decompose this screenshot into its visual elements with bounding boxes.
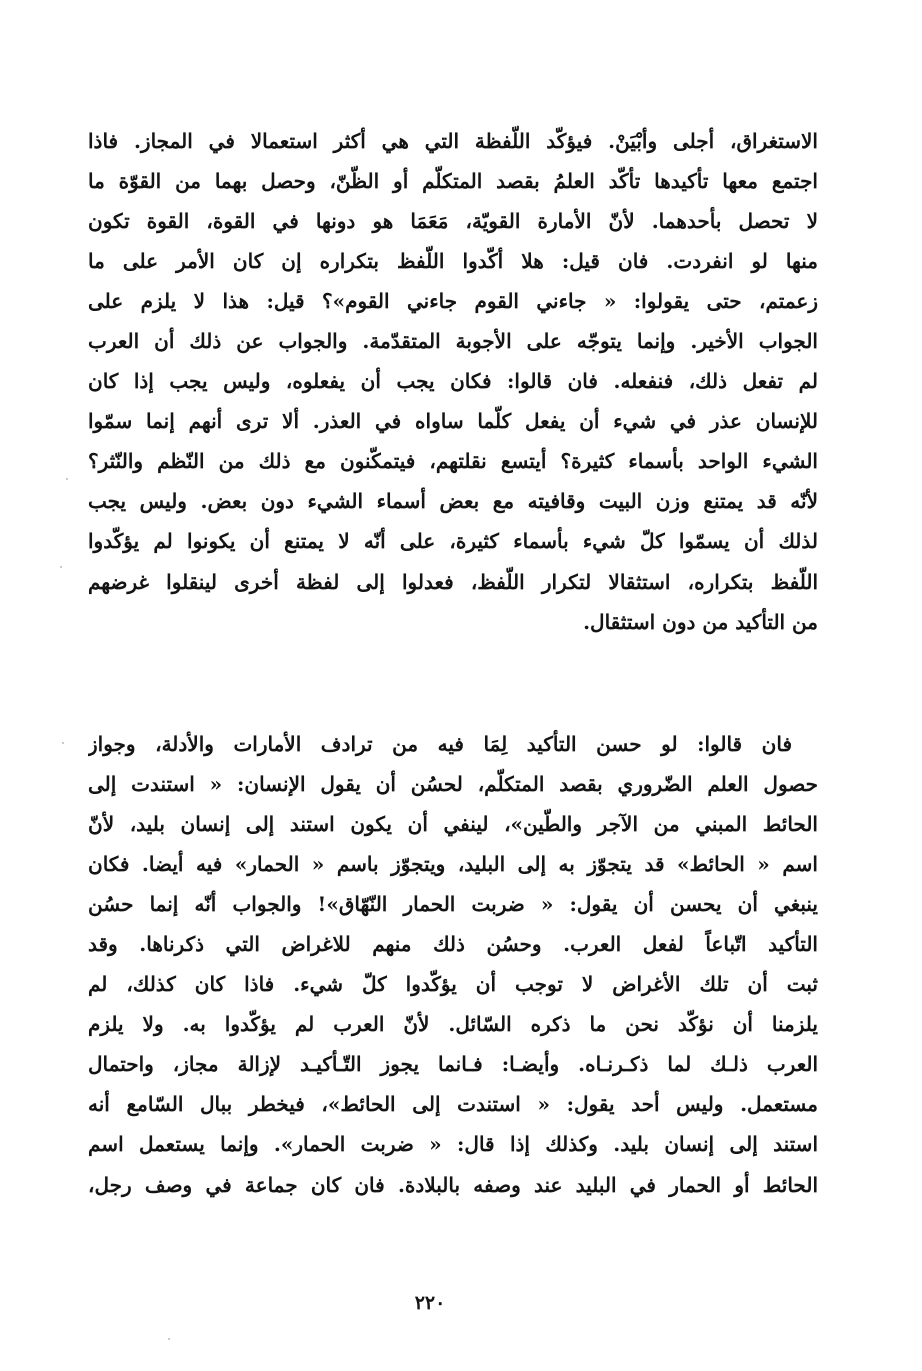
text-line: العرب ذلـك لما ذكـرنـاه. وأيضـا: فـانما يجوز التّـأكيـد لإزالة مجاز، واحتمال xyxy=(88,1052,818,1077)
scan-speck xyxy=(62,742,64,744)
text-line: الحائط المبني من الآجر والطّين»، لينفي أن يكون استند إلى إنسان بليد، لأنّ xyxy=(88,812,818,837)
text-line: يلزمنا أن نؤكّد نحن ما ذكره السّائل. لأنّ العرب لم يؤكّدوا به. ولا يلزم xyxy=(88,1012,818,1037)
text-line: الحائط أو الحمار في البليد عند وصفه بالبلادة. فان كان جماعة في وصف رجل، xyxy=(88,1172,818,1197)
scan-speck xyxy=(60,566,62,568)
scan-speck xyxy=(66,478,68,480)
text-line: لذلك أن يسمّوا كلّ شيء بأسماء كثيرة، على أنّه لا يمتنع أن يكونوا لم يؤكّدوا xyxy=(88,529,818,554)
paragraph-1 xyxy=(88,121,818,642)
text-line: لأنّه قد يمتنع وزن البيت وقافيته مع بعض أسماء الشيء دون بعض. وليس يجب xyxy=(88,489,818,514)
scan-speck xyxy=(168,1338,170,1340)
text-line: الاستغراق، أجلى وأبْيَنْ. فيؤكّد اللّفظة التي هي أكثر استعمالا في المجاز. فاذا xyxy=(88,129,818,153)
text-line: مستعمل. وليس أحد يقول: « استندت إلى الحائط»، فيخطر ببال السّامع أنه xyxy=(88,1092,818,1117)
text-line: الشيء الواحد بأسماء كثيرة؟ أيتسع نقلتهم، فيتمكّنون مع ذلك من النّظم والنّثر؟ xyxy=(88,449,818,474)
text-line: للإنسان عذر في شيء أن يفعل كلّما ساواه في العذر. ألا ترى أنهم إنما سمّوا xyxy=(88,409,818,434)
paragraph-2 xyxy=(88,724,818,1205)
text-line: اللّفظ بتكراره، استثقالا لتكرار اللّفظ، فعدلوا إلى لفظة أخرى لينقلوا غرضهم xyxy=(88,569,818,594)
text-line: اجتمع معها تأكيدها تأكّد العلمُ بقصد المتكلّم أو الظّنّ، وحصل بهما من القوّة ما xyxy=(88,169,818,194)
text-line: زعمتم، حتى يقولوا: « جاءني القوم جاءني القوم»؟ قيل: هذا لا يلزم على xyxy=(88,289,818,314)
text-line: لم تفعل ذلك، فنفعله. فان قالوا: فكان يجب أن يفعلوه، وليس يجب إذا كان xyxy=(88,369,818,394)
text-line: حصول العلم الضّروري بقصد المتكلّم، لحسُن أن يقول الإنسان: « استندت إلى xyxy=(88,772,818,797)
text-line: استند إلى إنسان بليد. وكذلك إذا قال: « ضربت الحمار». وإنما يستعمل اسم xyxy=(88,1132,818,1157)
text-line: اسم « الحائط» قد يتجوّز به إلى البليد، ويتجوّز باسم « الحمار» فيه أيضا. فكان xyxy=(88,852,818,877)
text-line: لا تحصل بأحدهما. لأنّ الأمارة القويّة، مَعَمَا هو دونها في القوة، القوة تكون xyxy=(88,209,818,234)
page-number: ٢٢٠ xyxy=(414,1292,446,1314)
text-line: الجواب الأخير. وإنما يتوجّه على الأجوبة المتقدّمة. والجواب عن ذلك أن العرب xyxy=(88,329,818,354)
text-line: فان قالوا: لو حسن التأكيد لِمَا فيه من ترادف الأمارات والأدلة، وجواز xyxy=(88,732,792,756)
text-line: من التأكيد من دون استثقال. xyxy=(583,609,818,634)
text-line: ثبت أن تلك الأغراض لا توجب أن يؤكّدوا كلّ شيء. فاذا كان كذلك، لم xyxy=(88,972,818,997)
text-line: منها لو انفردت. فان قيل: هلا أكّدوا اللّفظ بتكراره إن كان الأمر على ما xyxy=(88,249,818,274)
text-line: ينبغي أن يحسن أن يقول: « ضربت الحمار النّهّاق»! والجواب أنّه إنما حسُن xyxy=(88,892,818,917)
text-line: التأكيد اتّباعاً لفعل العرب. وحسُن ذلك منهم للاغراض التي ذكرناها. وقد xyxy=(88,932,818,957)
